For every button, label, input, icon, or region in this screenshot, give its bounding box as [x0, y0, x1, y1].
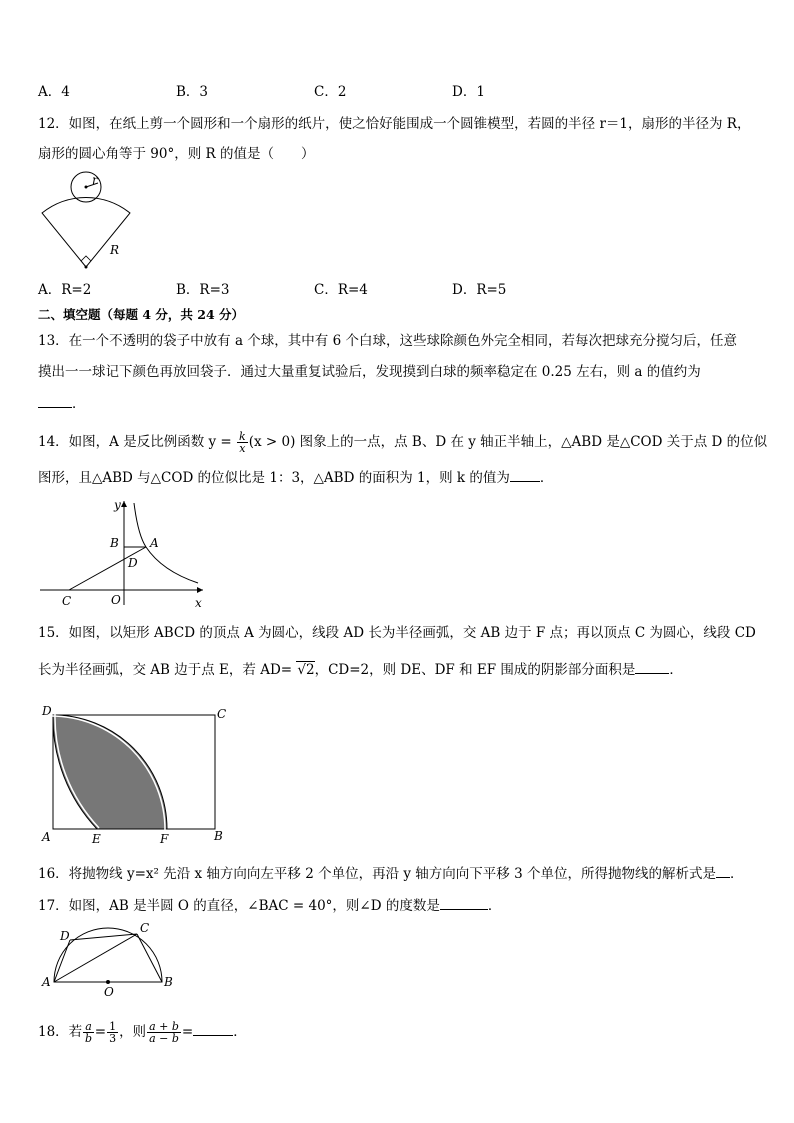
q17-text-line1: 17．如图，AB 是半圆 O 的直径，∠BAC = 40°，则∠D 的度数是 ．: [38, 898, 502, 914]
q12-text-line1: 12．如图，在纸上剪一个圆形和一个扇形的纸片，使之恰好能围成一个圆锥模型，若圆的半径 r＝1，扇形的半径为 R，: [38, 116, 751, 132]
q14-text-line2: 图形，且△ABD 与△COD 的位似比是 1：3，△ABD 的面积为 1，则 k 的值为 ．: [38, 470, 554, 486]
svg-text:O: O: [111, 593, 121, 607]
q14-graph-figure: [38, 495, 218, 615]
q12-cone-figure: [36, 170, 146, 275]
svg-text:D: D: [60, 929, 70, 943]
q14-text-line1: 14．如图，A 是反比例函数 y = $\frac{k}{x}$ (x > 0) 图象上的一点，点 B、D 在 y 轴正半轴上，△ABD 是△COD 关于点 D 的位似: [38, 430, 768, 455]
svg-text:E: E: [92, 832, 101, 846]
q12-option-b: B．R=3: [176, 282, 230, 298]
q16-text-line1: 16．将抛物线 y=x² 先沿 x 轴方向向左平移 2 个单位，再沿 y 轴方向向下平移 3 个单位，所得抛物线的解析式是 ．: [38, 866, 744, 882]
q15-answer-blank[interactable]: [635, 660, 669, 674]
q11-option-d: D．1: [452, 84, 485, 100]
q13-answer-blank[interactable]: [38, 394, 72, 408]
q14-fraction-k-over-x: $\frac{k}{x}$: [239, 430, 246, 455]
q12-option-c: C．R=4: [314, 282, 368, 298]
svg-text:C: C: [140, 921, 150, 935]
svg-text:D: D: [128, 556, 138, 570]
section-heading-fill-in: 二、填空题（每题 4 分，共 24 分）: [38, 307, 245, 322]
q12-option-a: A．R=2: [38, 282, 92, 298]
q13-text-line1: 13．在一个不透明的袋子中放有 a 个球，其中有 6 个白球，这些球除颜色外完全相同，若每次把球充分搅匀后，任意: [38, 333, 737, 349]
svg-text:O: O: [104, 985, 114, 999]
svg-text:A: A: [42, 830, 51, 844]
svg-text:A: A: [150, 536, 159, 550]
q15-text-line1: 15．如图，以矩形 ABCD 的顶点 A 为圆心，线段 AD 长为半径画弧，交 AB 边于 F 点；再以顶点 C 为圆心，线段 CD: [38, 625, 756, 641]
svg-text:A: A: [42, 975, 51, 989]
q18-text-line1: 18．若 $\frac{a}{b}$ = $\frac{1}{3}$ ，则 $\frac{a + b}{a - b}$ = ．: [38, 1020, 247, 1045]
svg-text:B: B: [110, 536, 119, 550]
svg-text:B: B: [164, 975, 173, 989]
q11-option-b: B．3: [176, 84, 209, 100]
svg-text:x: x: [195, 596, 202, 610]
q12-option-d: D．R=5: [452, 282, 507, 298]
svg-text:C: C: [62, 594, 72, 608]
svg-text:C: C: [217, 707, 227, 721]
svg-text:y: y: [114, 498, 121, 512]
svg-text:B: B: [214, 829, 223, 843]
q15-text-line2: 长为半径画弧，交 AB 边于点 E，若 AD= √2，CD=2，则 DE、DF 和 EF 围成的阴影部分面积是 ．: [38, 662, 683, 678]
q14-hyperbola: [134, 503, 198, 583]
q13-text-line2: 摸出一一球记下颜色再放回袋子．通过大量重复试验后，发现摸到白球的频率稳定在 0.25 左右，则 a 的值约为: [38, 364, 701, 380]
q17-answer-blank[interactable]: [440, 896, 488, 910]
q12-label-r: r: [92, 173, 98, 187]
q17-semicircle-figure: [40, 920, 180, 999]
q11-option-a: A．4: [38, 84, 70, 100]
q13-answer-line: ．: [38, 394, 86, 413]
q15-rectangle-figure: [40, 703, 230, 846]
q14-answer-blank[interactable]: [510, 468, 540, 482]
q16-answer-blank[interactable]: [716, 864, 730, 878]
svg-text:F: F: [160, 832, 169, 846]
q18-answer-blank[interactable]: [193, 1022, 233, 1036]
q11-option-c: C．2: [314, 84, 347, 100]
q12-label-R: R: [110, 243, 120, 257]
q12-text-line2: 扇形的圆心角等于 90°，则 R 的值是（ ）: [38, 146, 315, 162]
q15-sqrt: √2: [297, 662, 315, 678]
svg-text:D: D: [42, 704, 52, 718]
